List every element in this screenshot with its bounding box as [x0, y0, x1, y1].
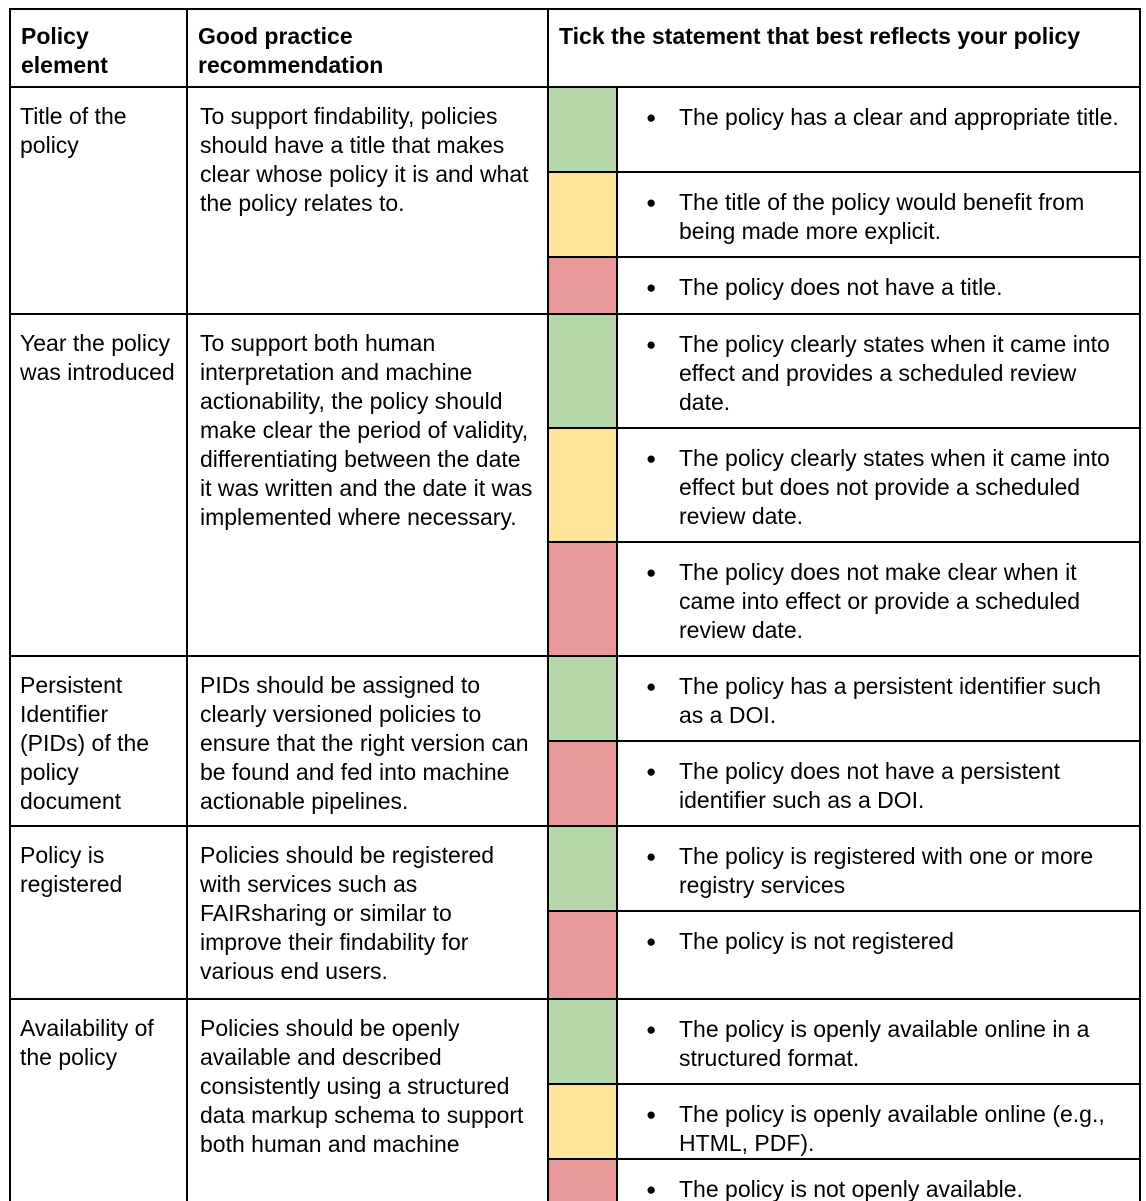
bullet-icon: ● — [646, 449, 657, 468]
recommendation-cell: To support both human interpretation and machine actionability, the policy should make clear the period of validity, differentiating between the date it was written and the date it was implemented where necessary. — [187, 314, 548, 656]
red-swatch[interactable] — [548, 542, 617, 656]
statement-text: The policy is registered with one or more registry services — [679, 843, 1094, 898]
statement-text: The policy does not have a title. — [679, 274, 1003, 300]
recommendation-cell: PIDs should be assigned to clearly versioned policies to ensure that the right version can be found and fed into machine actionable pipelines. — [187, 656, 548, 826]
green-swatch[interactable] — [548, 826, 617, 911]
bullet-icon: ● — [646, 1180, 657, 1199]
red-swatch[interactable] — [548, 1159, 617, 1201]
bullet-icon: ● — [646, 847, 657, 866]
statement-text: The policy has a persistent identifier such as a DOI. — [679, 673, 1101, 728]
statement-option[interactable] — [617, 656, 1140, 741]
yellow-swatch[interactable] — [548, 428, 617, 542]
recommendation-cell: Policies should be openly available and described consistently using a structured data markup schema to support both human and machine — [187, 999, 548, 1201]
bullet-icon: ● — [646, 193, 657, 212]
statement-option[interactable] — [617, 911, 1140, 999]
red-swatch[interactable] — [548, 257, 617, 314]
red-swatch[interactable] — [548, 741, 617, 826]
statement-option[interactable] — [617, 1159, 1140, 1201]
policy-element-cell: Availability of the policy — [10, 999, 187, 1201]
policy-element-cell: Title of the policy — [10, 87, 187, 314]
statement-option[interactable] — [617, 428, 1140, 542]
statement-text: The title of the policy would benefit from being made more explicit. — [679, 189, 1085, 244]
bullet-icon: ● — [646, 762, 657, 781]
header-tick-statement: Tick the statement that best reflects your policy — [548, 9, 1140, 87]
statement-option[interactable] — [617, 1084, 1140, 1159]
statement-text: The policy is openly available online (e.g., HTML, PDF). — [679, 1101, 1105, 1156]
bullet-icon: ● — [646, 1105, 657, 1124]
table-row — [10, 999, 1140, 1084]
header-recommendation: Good practice recommendation — [187, 9, 548, 87]
policy-element-cell: Year the policy was introduced — [10, 314, 187, 656]
table-row — [10, 314, 1140, 428]
red-swatch[interactable] — [548, 911, 617, 999]
green-swatch[interactable] — [548, 314, 617, 428]
recommendation-cell: Policies should be registered with services such as FAIRsharing or similar to improve their findability for various end users. — [187, 826, 548, 999]
header-row — [10, 9, 1140, 87]
bullet-icon: ● — [646, 278, 657, 297]
header-policy-element: Policy element — [10, 9, 187, 87]
table-row — [10, 656, 1140, 741]
yellow-swatch[interactable] — [548, 1084, 617, 1159]
statement-text: The policy is openly available online in a structured format. — [679, 1016, 1090, 1071]
statement-text: The policy has a clear and appropriate title. — [679, 104, 1119, 130]
statement-option[interactable] — [617, 999, 1140, 1084]
policy-element-cell: Policy is registered — [10, 826, 187, 999]
bullet-icon: ● — [646, 563, 657, 582]
policy-element-cell: Persistent Identifier (PIDs) of the policy document — [10, 656, 187, 826]
table-row — [10, 87, 1140, 172]
bullet-icon: ● — [646, 677, 657, 696]
statement-option[interactable] — [617, 314, 1140, 428]
bullet-icon: ● — [646, 932, 657, 951]
statement-option[interactable] — [617, 741, 1140, 826]
yellow-swatch[interactable] — [548, 172, 617, 257]
bullet-icon: ● — [646, 335, 657, 354]
table-row — [10, 826, 1140, 911]
policy-checklist-table — [9, 8, 1141, 1201]
statement-option[interactable] — [617, 542, 1140, 656]
statement-option[interactable] — [617, 172, 1140, 257]
recommendation-cell: To support findability, policies should have a title that makes clear whose policy it is and what the policy relates to. — [187, 87, 548, 314]
green-swatch[interactable] — [548, 999, 617, 1084]
statement-text: The policy clearly states when it came into effect and provides a scheduled review date. — [679, 331, 1110, 415]
bullet-icon: ● — [646, 1020, 657, 1039]
statement-option[interactable] — [617, 257, 1140, 314]
statement-text: The policy clearly states when it came into effect but does not provide a scheduled review date. — [679, 445, 1110, 529]
bullet-icon: ● — [646, 108, 657, 127]
statement-text: The policy is not registered — [679, 928, 954, 954]
statement-text: The policy does not have a persistent identifier such as a DOI. — [679, 758, 1061, 813]
statement-text: The policy is not openly available. — [679, 1176, 1023, 1201]
statement-option[interactable] — [617, 826, 1140, 911]
green-swatch[interactable] — [548, 656, 617, 741]
statement-text: The policy does not make clear when it came into effect or provide a scheduled review date. — [679, 559, 1081, 643]
green-swatch[interactable] — [548, 87, 617, 172]
statement-option[interactable] — [617, 87, 1140, 172]
